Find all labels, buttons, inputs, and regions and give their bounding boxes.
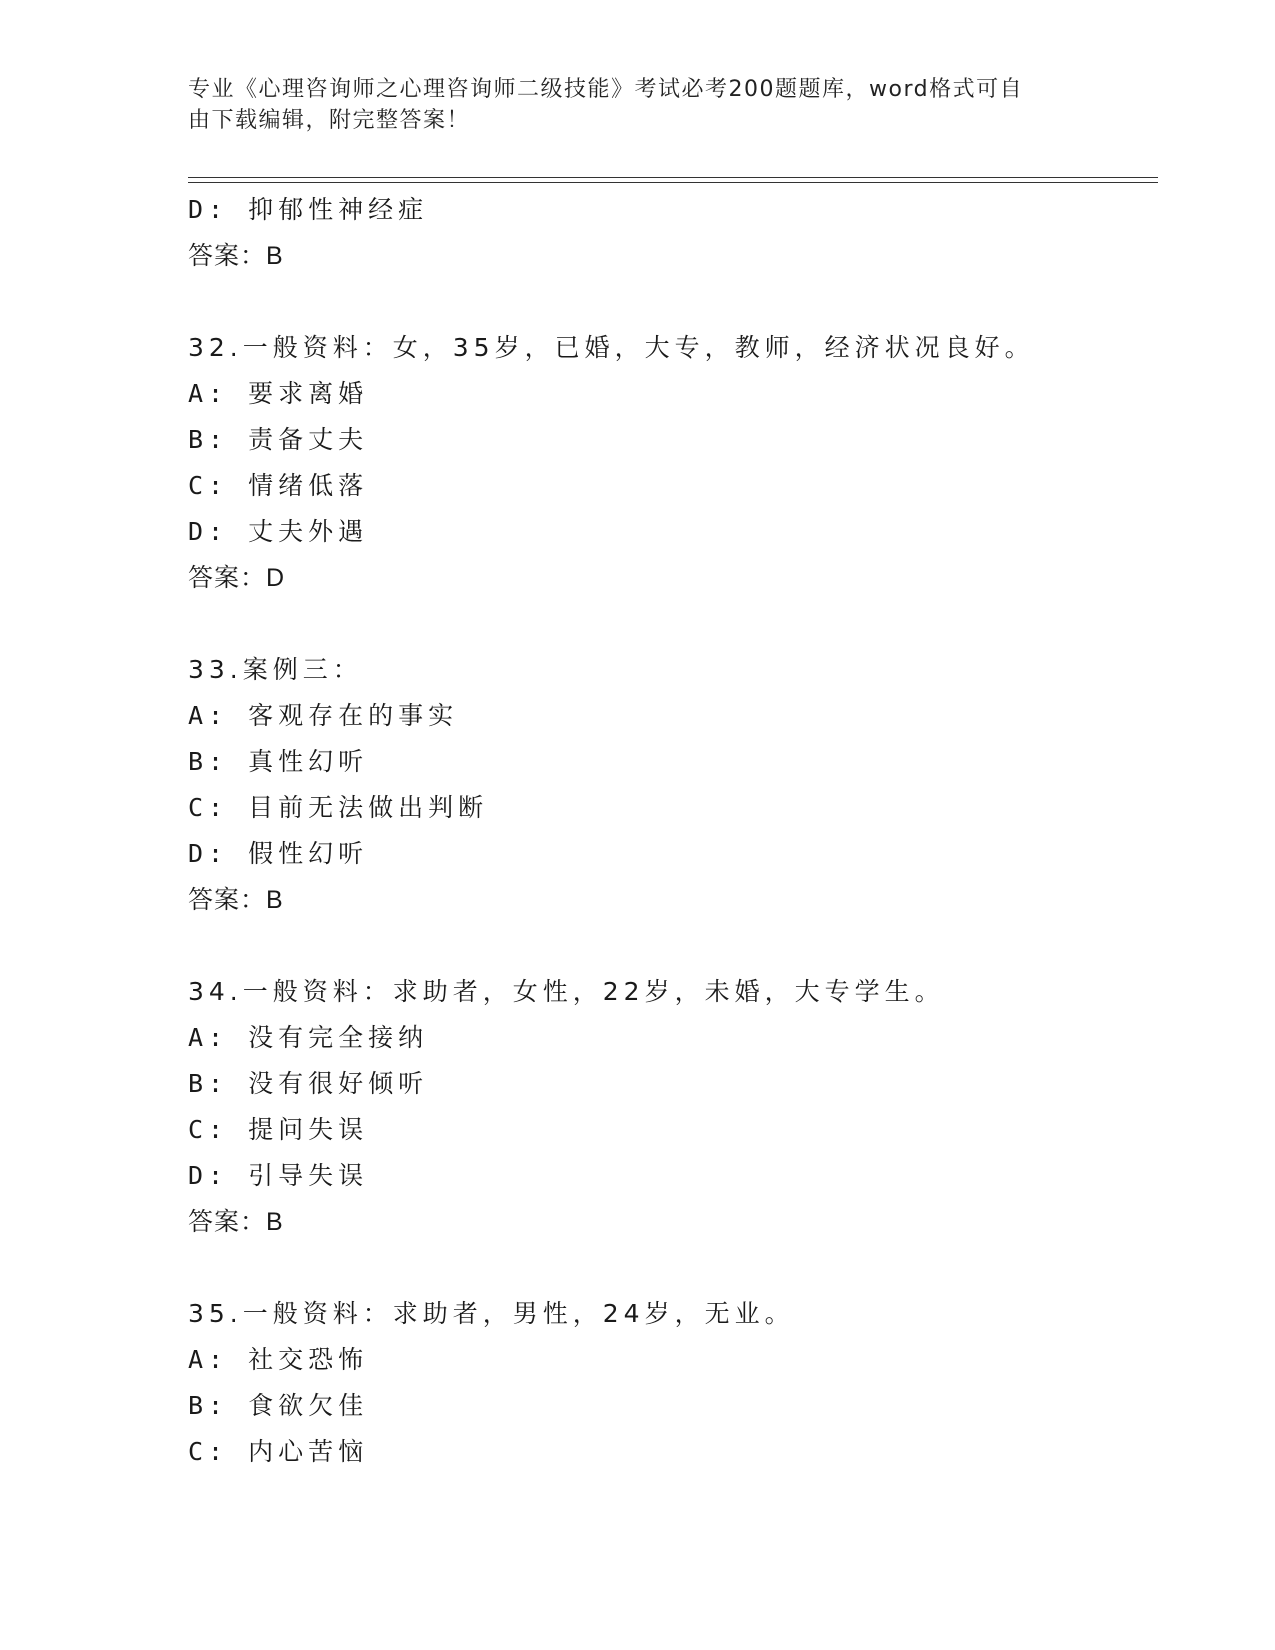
option-d: D: 引导失误	[188, 1161, 369, 1190]
option-a: A: 社交恐怖	[188, 1345, 369, 1374]
option-b: B: 责备丈夫	[188, 425, 369, 454]
header-divider-bottom	[188, 182, 1158, 183]
option-c: C: 目前无法做出判断	[188, 793, 489, 822]
answer-line: 答案：D	[188, 564, 286, 592]
option-c: C: 提问失误	[188, 1115, 369, 1144]
option-d: D: 假性幻听	[188, 839, 369, 868]
option-c: C: 内心苦恼	[188, 1437, 369, 1466]
option-b: B: 没有很好倾听	[188, 1069, 429, 1098]
spacer	[188, 279, 1148, 325]
spacer	[188, 923, 1148, 969]
question-list	[188, 187, 1148, 1475]
header-line-1: 专业《心理咨询师之心理咨询师二级技能》考试必考200题题库，word格式可自	[188, 77, 1024, 102]
answer-line: 答案：B	[188, 1208, 284, 1236]
spacer	[188, 601, 1148, 647]
question-stem-35: 35.一般资料：求助者，男性，24岁，无业。	[188, 1299, 795, 1328]
option-b: B: 食欲欠佳	[188, 1391, 369, 1420]
answer-line: 答案：B	[188, 886, 284, 914]
option-a: A: 要求离婚	[188, 379, 369, 408]
option-d: D: 丈夫外遇	[188, 517, 369, 546]
option-d: D: 抑郁性神经症	[188, 195, 429, 224]
answer-line: 答案：B	[188, 242, 284, 270]
header-line-2: 由下载编辑，附完整答案！	[188, 108, 471, 133]
option-a: A: 客观存在的事实	[188, 701, 459, 730]
spacer	[188, 1245, 1148, 1291]
question-stem-32: 32.一般资料：女，35岁，已婚，大专，教师，经济状况良好。	[188, 333, 1035, 362]
document-header	[188, 74, 1068, 136]
header-divider-top	[188, 177, 1158, 178]
question-stem-34: 34.一般资料：求助者，女性，22岁，未婚，大专学生。	[188, 977, 945, 1006]
option-b: B: 真性幻听	[188, 747, 369, 776]
question-stem-33: 33.案例三：	[188, 655, 363, 684]
option-a: A: 没有完全接纳	[188, 1023, 429, 1052]
option-c: C: 情绪低落	[188, 471, 369, 500]
